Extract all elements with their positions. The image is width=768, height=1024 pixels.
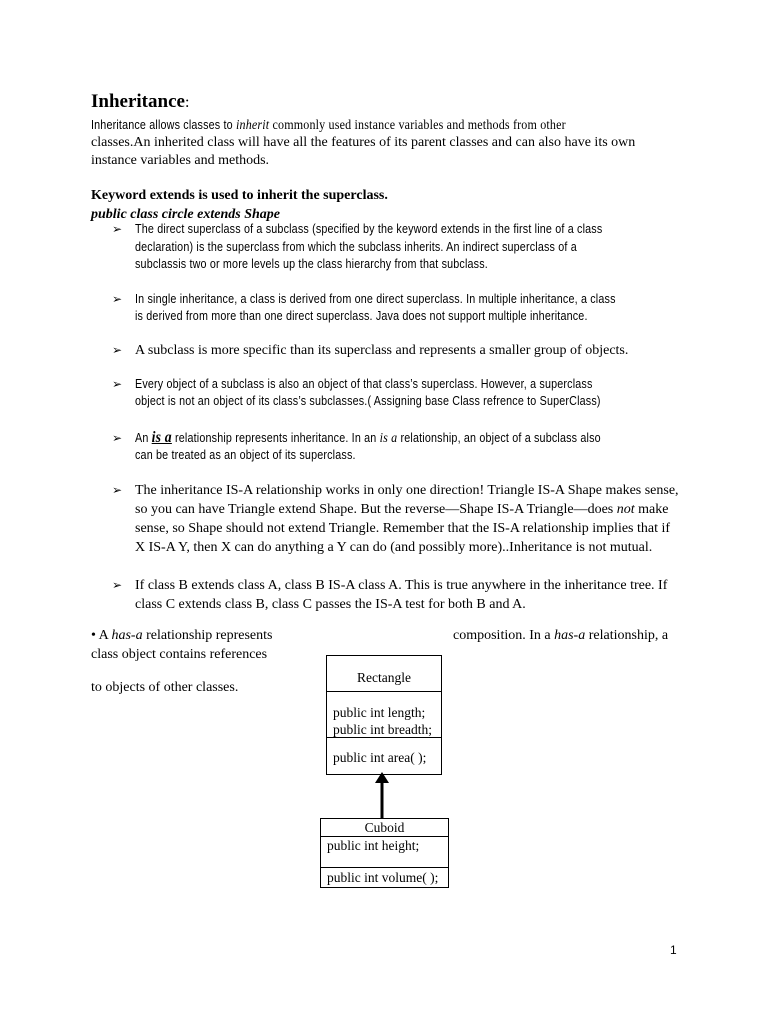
- has-a-line-3: to objects of other classes.: [91, 680, 239, 695]
- cuboid-class-name: Cuboid: [364, 820, 405, 835]
- bullet-4-line-1: Every object of a subclass is also an object of that class’s superclass. However, a superclass: [135, 377, 593, 391]
- bullet-6-line-1: The inheritance IS-A relationship works in only one direction! Triangle IS-A Shape makes sense,: [135, 483, 679, 498]
- arrow-bullet-icon: ➢: [112, 431, 123, 445]
- arrow-bullet-icon: ➢: [112, 292, 123, 306]
- cuboid-methods: [321, 867, 448, 888]
- rectangle-fields: [327, 691, 441, 737]
- rectangle-class-name: Rectangle: [357, 670, 411, 685]
- bullet-5-line-1: An is a relationship represents inheritance. In an is a relationship, an object of a subclass also: [135, 429, 601, 446]
- arrow-bullet-icon: ➢: [112, 377, 123, 391]
- bullet-1-line-3: subclassis two or more levels up the class hierarchy from that subclass.: [135, 257, 488, 271]
- has-a-line-2: class object contains references: [91, 647, 268, 662]
- has-a-line-1-right: composition. In a has-a relationship, a: [453, 628, 669, 643]
- cuboid-field: public int height;: [327, 838, 420, 853]
- bullet-6-line-3: sense, so Shape should not extend Triangle. Remember that the IS-A relationship implies that if: [135, 521, 671, 536]
- cuboid-class-box: [320, 818, 449, 888]
- code-example: public class circle extends Shape: [91, 207, 280, 222]
- bullet-2-line-1: In single inheritance, a class is derived from one direct superclass. In multiple inheritance, a class: [135, 292, 616, 306]
- bullet-7-line-2: class C extends class B, class C passes the IS-A test for both B and A.: [135, 597, 526, 612]
- bullet-3-text: A subclass is more specific than its superclass and represents a smaller group of objects.: [135, 343, 629, 358]
- bullet-4-line-2: object is not an object of its class’s subclasses.( Assigning base Class refrence to SuperClass): [135, 394, 601, 408]
- arrow-bullet-icon: ➢: [112, 578, 123, 592]
- arrow-bullet-icon: ➢: [112, 483, 123, 497]
- has-a-line-1: • A has-a relationship represents: [91, 628, 273, 643]
- bullet-5-line-2: can be treated as an object of its superclass.: [135, 448, 356, 462]
- inheritance-arrow: [370, 772, 394, 820]
- bullet-1-line-1: The direct superclass of a subclass (specified by the keyword extends in the first line of a class: [135, 222, 603, 236]
- rectangle-method: public int area( );: [333, 750, 427, 765]
- page-number: 1: [670, 943, 677, 957]
- bullet-1-line-2: declaration) is the superclass from which the subclass inherits. An indirect superclass of a: [135, 240, 577, 254]
- rectangle-methods: [327, 737, 441, 768]
- bullet-2-line-2: is derived from more than one direct superclass. Java does not support multiple inheritance.: [135, 309, 588, 323]
- intro-line-1: Inheritance allows classes to inherit commonly used instance variables and methods from other: [91, 118, 566, 133]
- cuboid-fields: [321, 836, 448, 867]
- arrow-bullet-icon: ➢: [112, 343, 123, 357]
- rectangle-field: public int length;: [333, 705, 426, 720]
- bullet-6-line-2: so you can have Triangle extend Shape. But the reverse—Shape IS-A Triangle—does not make: [135, 502, 669, 517]
- page-title: Inheritance:: [91, 91, 190, 112]
- arrow-bullet-icon: ➢: [112, 222, 123, 236]
- intro-line-3: instance variables and methods.: [91, 153, 270, 168]
- bullet-7-line-1: If class B extends class A, class B IS-A class A. This is true anywhere in the inheritance tree. If: [135, 578, 668, 593]
- keyword-heading: Keyword extends is used to inherit the superclass.: [91, 188, 388, 203]
- intro-line-2: classes.An inherited class will have all the features of its parent classes and can also have its own: [91, 135, 636, 150]
- rectangle-class-box: [326, 655, 442, 775]
- cuboid-method: public int volume( );: [327, 870, 439, 885]
- bullet-6-line-4: X IS-A Y, then X can do anything a Y can do (and possibly more)..Inheritance is not mutual.: [135, 540, 653, 555]
- rectangle-field: public int breadth;: [333, 722, 432, 737]
